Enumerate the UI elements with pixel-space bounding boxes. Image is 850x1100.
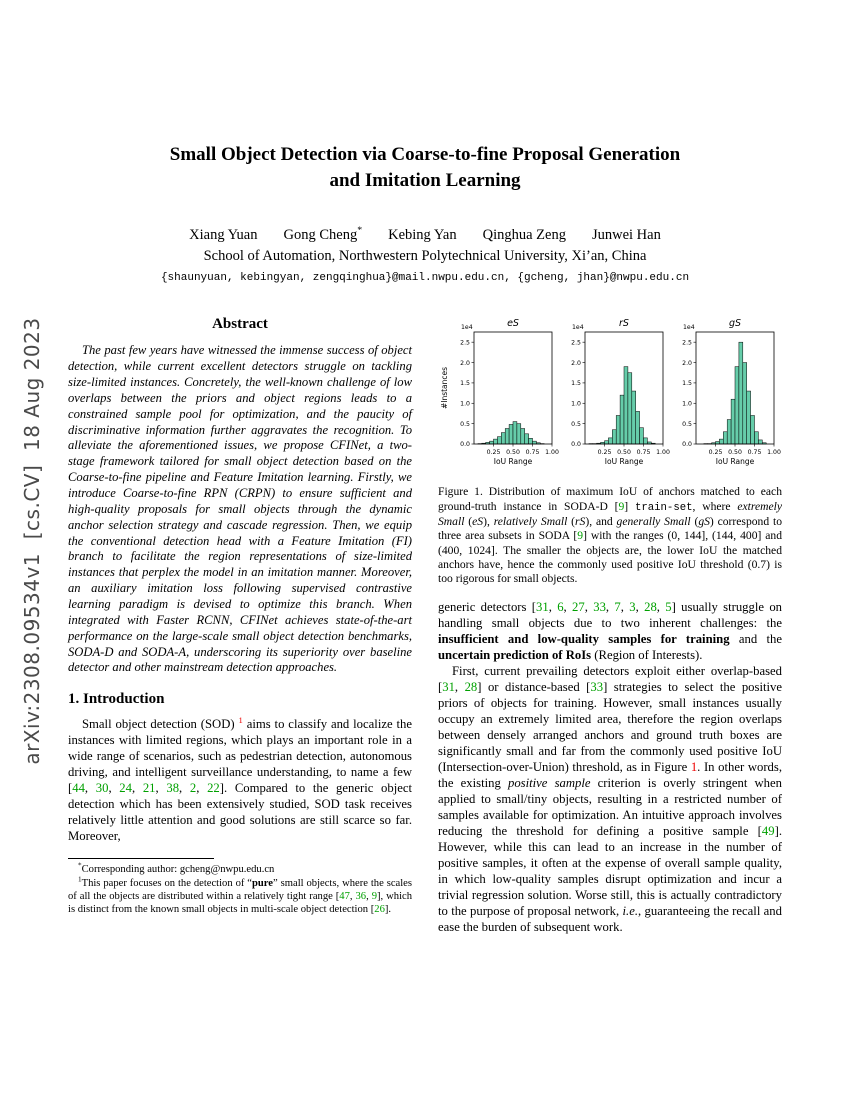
- emphasis-text: gS: [698, 514, 710, 528]
- citation-link[interactable]: 21: [142, 781, 156, 796]
- svg-text:2.5: 2.5: [682, 339, 692, 347]
- svg-text:1.0: 1.0: [571, 400, 581, 408]
- svg-text:0.5: 0.5: [460, 421, 470, 429]
- svg-text:0.0: 0.0: [571, 441, 581, 449]
- svg-text:0.25: 0.25: [708, 449, 723, 457]
- author-name: Junwei Han: [591, 227, 661, 244]
- citation-link[interactable]: 44: [72, 781, 85, 796]
- arxiv-watermark: arXiv:2308.09534v1 [cs.CV] 18 Aug 2023: [20, 317, 44, 765]
- svg-text:2.0: 2.0: [460, 360, 470, 368]
- emphasis-text: rS: [575, 514, 586, 528]
- author-name: Xiang Yuan: [189, 227, 258, 244]
- citation-link[interactable]: 49: [761, 823, 775, 838]
- svg-text:#Instances: #Instances: [440, 367, 449, 410]
- citation-link[interactable]: 9: [577, 529, 584, 543]
- svg-text:rS: rS: [619, 318, 629, 330]
- right-paragraph-2: First, current prevailing detectors exploit either overlap-based [31, 28] or distance-based [33] strategies to select the positive priors of objects for training. However, small instances usually occupy an extremely limited area, therefore the region overlaps between densely arranged anchors and ground truth boxes are significantly small and far from the commonly used positive IoU (Intersection-over-Union) threshold, as in Figure 1. In other words, the existing positive sample criterion is overly stringent when applied to small/tiny objects, resulting in a restricted number of samples available for optimization. An intuitive approach involves reducing the threshold for defining a positive sample [49]. However, while this can lead to an increase in the number of positive samples, it often at the expense of overall sample quality, in which low-quality samples disrupt optimization and incur a trivial regression solution. Worse still, this is actually contradictory to the purpose of proposal network, i.e., guaranteeing the recall and ease the burden of subsequent work.: [438, 663, 783, 934]
- code-text: train-set: [634, 501, 693, 514]
- author-emails[interactable]: {shaunyuan, kebingyan, zengqinghua}@mail.nwpu.edu.cn, {gcheng, jhan}@nwpu.edu.cn: [160, 272, 690, 285]
- histogram-es: [438, 316, 561, 479]
- histogram-gs: [673, 316, 783, 479]
- paper-title-line1: Small Object Detection via Coarse-to-fine Proposal Generation: [169, 144, 681, 165]
- emphasis-text: i.e.: [622, 903, 639, 918]
- paper-title: [0, 142, 850, 193]
- figure-1-charts: [438, 316, 782, 479]
- svg-text:IoU Range: IoU Range: [493, 457, 533, 467]
- right-column: [438, 316, 782, 1042]
- histogram-rs: [562, 316, 672, 479]
- emphasis-text: relatively Small: [493, 514, 568, 528]
- svg-text:0.0: 0.0: [460, 441, 470, 449]
- footnote-marker[interactable]: 1: [238, 715, 243, 726]
- citation-link[interactable]: 26: [374, 904, 385, 916]
- figure-1-caption: Figure 1. Distribution of maximum IoU of anchors matched to each ground-truth instance in SODA-D [9] train-set, where extremely Small (eS), relatively Small (rS), and generally Small (gS) correspond to three area subsets in SODA [9] with the ranges (0, 144], (144, 400] and (400, 1024]. The smaller the objects are, the lower IoU the matched anchors have, hence the commonly used positive IoU threshold (0.7) is too rigorous for small objects.: [438, 485, 782, 586]
- svg-text:1.5: 1.5: [571, 380, 581, 388]
- svg-text:0.75: 0.75: [525, 449, 540, 457]
- citation-link[interactable]: 27: [572, 599, 585, 614]
- corresponding-author-marker: *: [357, 225, 363, 237]
- citation-link[interactable]: 7: [614, 599, 621, 614]
- svg-text:0.0: 0.0: [682, 441, 692, 449]
- intro-paragraph-1: Small object detection (SOD) $^1$ aims to classify and localize the instances with limited regions, which plays an important role in a wide range of scenarios, such as pedestrian detection, autonomous driving, and intelligent surveillance understanding, to name a few [44, 30, 24, 21, 38, 2, 22]. Compared to the generic object detection which has been extensively studied, SOD task receives relatively little attention and good solutions are still scarce so far. Moreover,: [68, 715, 413, 844]
- svg-text:0.50: 0.50: [506, 449, 520, 457]
- footnote-block: [68, 858, 412, 916]
- svg-text:0.5: 0.5: [571, 421, 581, 429]
- svg-text:1.00: 1.00: [656, 449, 670, 457]
- svg-text:0.75: 0.75: [636, 449, 651, 457]
- citation-link[interactable]: 31: [536, 599, 549, 614]
- citation-link[interactable]: 47: [339, 890, 350, 902]
- author-name: Qinghua Zeng: [482, 227, 566, 244]
- svg-text:2.0: 2.0: [571, 360, 581, 368]
- spacer: [438, 587, 782, 599]
- abstract-text: The past few years have witnessed the immense success of object detection, while current excellent detectors struggle on tackling size-limited instances. Concretely, the well-known challenge of low overlaps between the priors and object regions leads to a constrained sample pool for optimization, and the paucity of discriminative information further aggravates the recognition. To alleviate the aforementioned issues, we propose CFINet, a two-stage framework tailored for small object detection based on the Coarse-to-fine pipeline and Feature Imitation learning. Firstly, we introduce Coarse-to-fine RPN (CRPN) to ensure sufficient and high-quality proposals for small objects through the dynamic anchor selection strategy and cascade regression. Then, we equip the conventional detection head with a Feature Imitation (FI) branch to facilitate the region representations of size-limited instances that perplex the model in an imitation manner. Moreover, an auxiliary imitation loss following supervised contrastive learning paradigm is devised to optimize this branch. When integrated with Faster RCNN, CFINet achieves state-of-the-art performance on the large-scale small object detection benchmarks, SODA-D and SODA-A, underscoring its superiority over baseline detector and other mainstream detection approaches.: [68, 343, 412, 675]
- author-name: Kebing Yan: [388, 227, 457, 244]
- svg-text:1.5: 1.5: [460, 380, 470, 388]
- citation-link[interactable]: 3: [629, 599, 636, 614]
- figure-1: [438, 316, 782, 586]
- svg-text:2.5: 2.5: [571, 339, 581, 347]
- emphasis-text: extremely Small: [438, 499, 782, 528]
- paper-header: [0, 0, 850, 284]
- citation-link[interactable]: 24: [119, 781, 132, 796]
- citation-link[interactable]: 33: [590, 679, 604, 694]
- svg-text:2.0: 2.0: [682, 360, 692, 368]
- svg-text:gS: gS: [728, 318, 742, 330]
- citation-link[interactable]: 2: [189, 781, 197, 796]
- affiliation: School of Automation, Northwestern Polytechnical University, Xi’an, China: [203, 248, 647, 265]
- citation-link[interactable]: 28: [464, 679, 478, 694]
- citation-link[interactable]: 30: [95, 781, 109, 796]
- citation-link[interactable]: 6: [557, 599, 564, 614]
- svg-text:0.5: 0.5: [682, 421, 692, 429]
- emphasis-text: positive sample: [507, 775, 591, 790]
- bold-text: uncertain prediction of RoIs: [438, 647, 592, 662]
- svg-text:0.25: 0.25: [486, 449, 501, 457]
- author-list: [0, 227, 850, 244]
- citation-link[interactable]: 9: [371, 890, 377, 902]
- svg-text:1.5: 1.5: [682, 380, 692, 388]
- footnote-marker: *: [78, 861, 82, 870]
- citation-link[interactable]: 5: [665, 599, 672, 614]
- bold-text: insufficient and low-quality samples for training: [438, 631, 730, 646]
- left-column: [68, 316, 412, 1042]
- citation-link[interactable]: 36: [355, 890, 367, 902]
- two-column-body: [0, 316, 850, 1042]
- figure-ref-link[interactable]: 1: [690, 759, 698, 774]
- svg-text:1.00: 1.00: [545, 449, 559, 457]
- citation-link[interactable]: 22: [207, 781, 220, 796]
- citation-link[interactable]: 9: [618, 499, 625, 513]
- abstract-heading: Abstract: [212, 316, 268, 333]
- svg-text:0.75: 0.75: [747, 449, 762, 457]
- svg-text:2.5: 2.5: [460, 339, 470, 347]
- svg-text:0.50: 0.50: [728, 449, 742, 457]
- svg-text:1.00: 1.00: [767, 449, 781, 457]
- footnote-1: $^1$This paper focuses on the detection of “pure” small objects, where the scales of all the objects are distributed within a relatively tight range [47, 36, 9], which is distinct from the known small objects in multi-scale object detection [26].: [68, 875, 413, 916]
- svg-text:0.50: 0.50: [617, 449, 631, 457]
- footnote-corresponding-author: *Corresponding author: gcheng@nwpu.edu.cn: [78, 861, 275, 876]
- svg-text:1e4: 1e4: [572, 324, 584, 332]
- svg-text:1.0: 1.0: [460, 400, 470, 408]
- svg-text:eS: eS: [507, 318, 519, 330]
- paper-title-line2: and Imitation Learning: [329, 169, 521, 191]
- citation-link[interactable]: 31: [442, 679, 455, 694]
- svg-text:0.25: 0.25: [597, 449, 612, 457]
- citation-link[interactable]: 33: [593, 599, 606, 614]
- svg-text:1e4: 1e4: [461, 324, 473, 332]
- footnote-marker: 1: [78, 875, 82, 884]
- author-name: Gong Cheng*: [283, 225, 363, 244]
- footnote-divider: [68, 858, 214, 859]
- svg-text:IoU Range: IoU Range: [715, 457, 755, 467]
- bold-text: pure: [252, 877, 274, 889]
- emphasis-text: generally Small: [616, 514, 691, 528]
- citation-link[interactable]: 28: [644, 599, 657, 614]
- emphasis-text: eS: [472, 514, 484, 528]
- citation-link[interactable]: 38: [166, 781, 180, 796]
- right-paragraph-1: generic detectors [31, 6, 27, 33, 7, 3, 28, 5] usually struggle on handling small objects due to two inherent challenges: the insufficient and low-quality samples for training and the uncertain prediction of RoIs (Region of Interests).: [438, 599, 783, 662]
- svg-text:IoU Range: IoU Range: [604, 457, 644, 467]
- svg-text:1.0: 1.0: [682, 400, 692, 408]
- svg-text:1e4: 1e4: [683, 324, 695, 332]
- section-heading-introduction: 1. Introduction: [68, 691, 165, 708]
